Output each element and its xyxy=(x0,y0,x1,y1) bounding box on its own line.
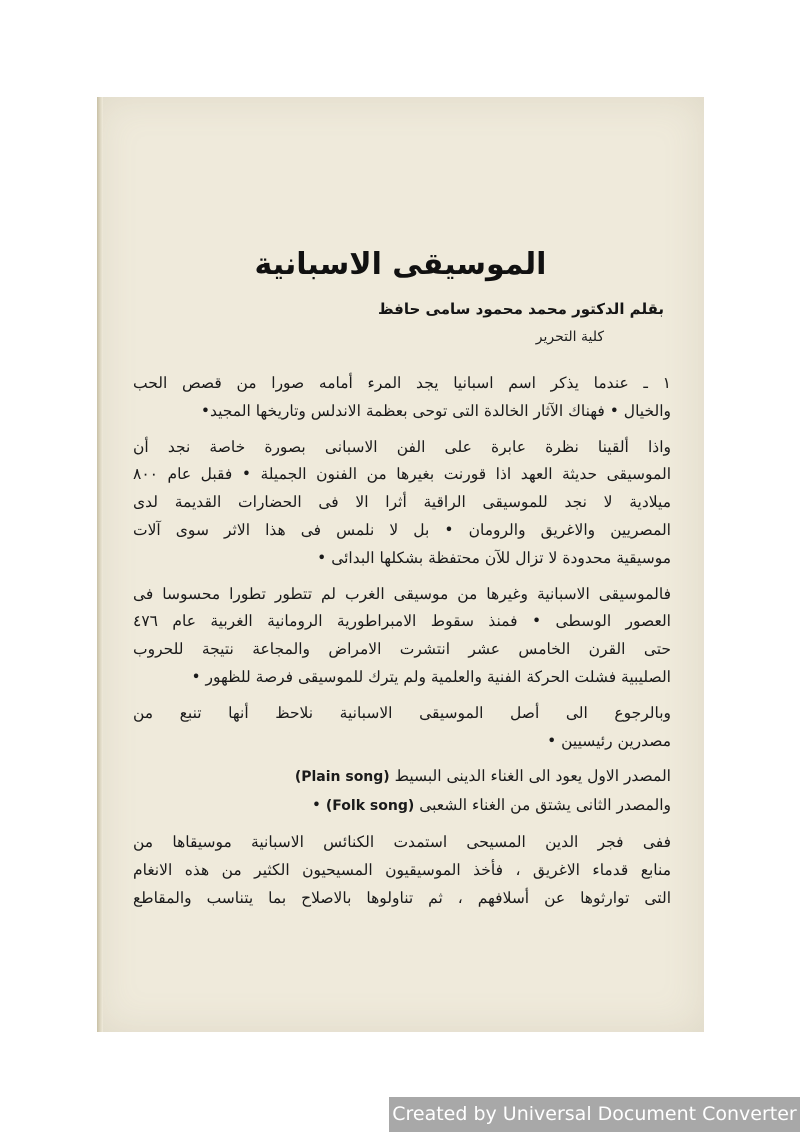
text-line: العصور الوسطى • فمنذ سقوط الامبراطورية الرومانية الغربية عام ٤٧٦ xyxy=(133,612,671,631)
scanned-page xyxy=(97,97,704,1032)
text-line: مصدرين رئيسيين • xyxy=(547,731,671,750)
text-line xyxy=(133,763,671,792)
text-line: وبالرجوع الى أصل الموسيقى الاسبانية نلاحظ أنها تنبع من xyxy=(133,703,671,722)
article-author: بقلم الدكتور محمد محمود سامى حافظ xyxy=(378,300,664,318)
text-line: والخيال • فهناك الآثار الخالدة التى توحى بعظمة الاندلس وتاريخها المجيد• xyxy=(200,401,671,420)
english-term: (Folk song) xyxy=(325,798,415,815)
paragraph-3 xyxy=(133,581,671,692)
text-line: منابع قدماء الاغريق ، فأخذ الموسيقيون المسيحيون الكثير من هذه الانغام xyxy=(133,860,671,879)
paragraph-2 xyxy=(133,434,671,573)
text-line: التى توارثوها عن أسلافهم ، ثم تناولوها بالاصلاح بما يتناسب والمقاطع xyxy=(133,888,671,907)
text-line: والمصدر الثانى يشتق من الغناء الشعبى (Folk song) • xyxy=(311,796,671,815)
page-gutter-shadow xyxy=(97,97,103,1032)
text-line: واذا ألقينا نظرة عابرة على الفن الاسبانى بصورة خاصة نجد أن xyxy=(133,437,671,456)
text-line: حتى القرن الخامس عشر انتشرت الامراض والمجاعة نتيجة للحروب xyxy=(133,640,671,659)
paragraph-4 xyxy=(133,700,671,756)
author-affiliation: كلية التحرير xyxy=(535,329,604,345)
text-line: ميلادية لا نجد للموسيقى الراقية أثرا الا فى الحضارات القديمة لدى xyxy=(133,493,671,512)
text-line: ففى فجر الدين المسيحى استمدت الكنائس الاسبانية موسيقاها من xyxy=(133,832,671,851)
english-term: (Plain song) xyxy=(294,769,390,786)
converter-watermark: Created by Universal Document Converter xyxy=(389,1097,800,1132)
article-title: الموسيقى الاسبانية xyxy=(254,247,547,282)
text-line: ١ ـ عندما يذكر اسم اسبانيا يجد المرء أمامه صورا من قصص الحب xyxy=(133,374,671,392)
text-line: المصريين والاغريق والرومان • بل لا نلمس فى هذا الاثر سوى آلات xyxy=(133,520,671,539)
text-line: فالموسيقى الاسبانية وغيرها من موسيقى الغرب لم تتطور تطورا محسوسا فى xyxy=(133,584,671,603)
line-text: والمصدر الثانى يشتق من الغناء الشعبى xyxy=(419,796,671,815)
paragraph-6 xyxy=(133,829,671,912)
text-line: الموسيقى حديثة العهد اذا قورنت بغيرها من الفنون الجميلة • فقبل عام ٨٠٠ xyxy=(133,465,671,484)
paragraph-5 xyxy=(133,763,671,821)
text-line: موسيقية محدودة لا تزال للآن محتفظة بشكلها البدائى • xyxy=(317,548,671,567)
paragraph-1 xyxy=(133,370,671,426)
line-text: المصدر الاول يعود الى الغناء الدينى البسيط xyxy=(394,767,671,786)
article-body xyxy=(133,370,671,920)
text-line: الصليبية فشلت الحركة الفنية والعلمية ولم يترك للموسيقى فرصة للظهور • xyxy=(191,667,671,686)
